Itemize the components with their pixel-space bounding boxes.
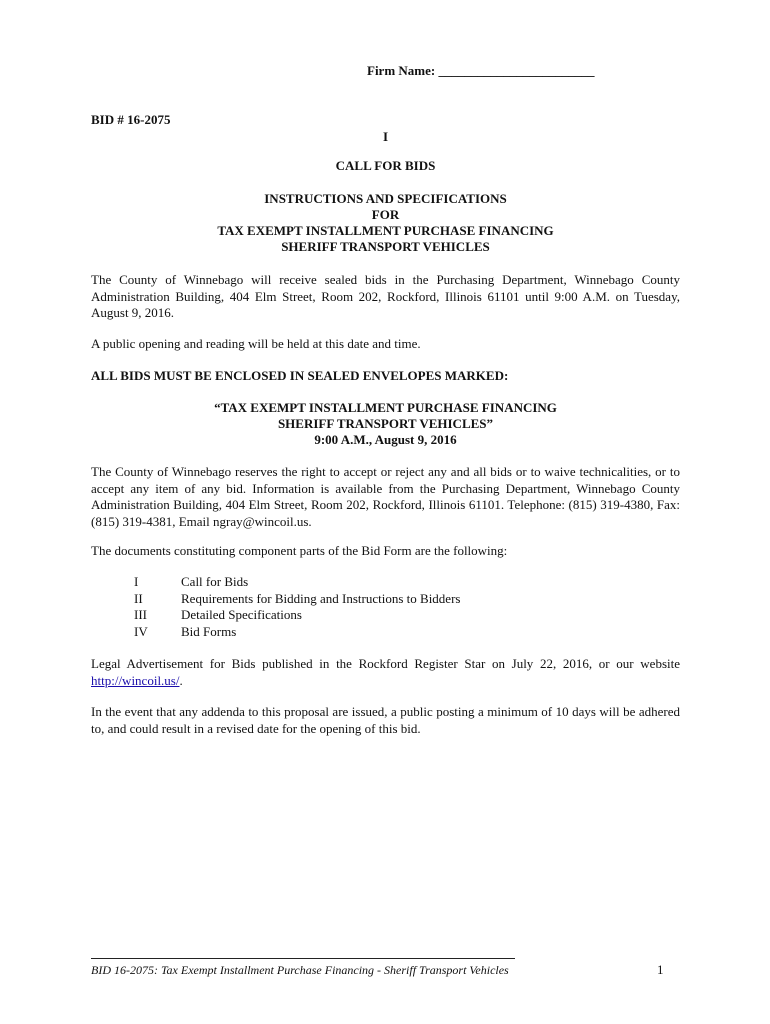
sealed-envelopes-heading: ALL BIDS MUST BE ENCLOSED IN SEALED ENVELOPES MARKED:	[91, 368, 509, 383]
envelope-marking-line: “TAX EXEMPT INSTALLMENT PURCHASE FINANCING	[214, 400, 557, 415]
list-item-label: Bid Forms	[181, 623, 237, 639]
intro-paragraph: The County of Winnebago will receive sealed bids in the Purchasing Department, Winnebago County Administration Building, 404 Elm Street, Room 202, Rockford, Illinois 61101 until 9:00 A.M. on Tuesday, August 9, 2016.	[91, 272, 680, 320]
page-number: 1	[657, 962, 664, 977]
bid-number: BID # 16-2075	[91, 112, 171, 127]
list-item	[134, 607, 460, 624]
list-item-label: Call for Bids	[181, 574, 249, 589]
list-item	[134, 624, 460, 641]
firm-name-line	[367, 63, 594, 80]
addenda-paragraph: In the event that any addenda to this proposal are issued, a public posting a minimum of 10 days will be adhered to, and could result in a revised date for the opening of this bid.	[91, 704, 680, 736]
legal-advertisement-text: Legal Advertisement for Bids published in the Rockford Register Star on July 22, 2016, or our website	[91, 656, 680, 671]
list-item-numeral: III	[134, 607, 147, 622]
website-link[interactable]: http://wincoil.us/	[91, 672, 180, 688]
list-item-numeral: II	[134, 590, 143, 606]
footer-text: BID 16-2075: Tax Exempt Installment Purchase Financing - Sheriff Transport Vehicles	[91, 963, 509, 977]
list-item	[134, 591, 460, 608]
list-item-label: Detailed Specifications	[181, 607, 302, 622]
section-numeral: I	[382, 129, 389, 144]
envelope-marking-date: 9:00 A.M., August 9, 2016	[314, 432, 457, 447]
legal-advertisement-period: .	[179, 672, 183, 688]
documents-intro: The documents constituting component parts of the Bid Form are the following:	[91, 543, 508, 558]
title-line: FOR	[371, 207, 400, 222]
reserves-paragraph: The County of Winnebago reserves the right to accept or reject any and all bids or to waive technicalities, or to accept any item of any bid. Information is available from the Purchasing Department, Winnebago County Administration Building, 404 Elm Street, Room 202, Rockford, Illinois 61101. Telephone: (815) 319-4380, Fax: (815) 319-4381, Email ngray@wincoil.us.	[91, 464, 680, 529]
title-line: INSTRUCTIONS AND SPECIFICATIONS	[264, 191, 507, 206]
firm-name-blank: ________________________	[438, 63, 595, 78]
title-line: TAX EXEMPT INSTALLMENT PURCHASE FINANCING	[217, 223, 554, 238]
title-line: SHERIFF TRANSPORT VEHICLES	[281, 239, 490, 254]
list-item-numeral: IV	[134, 623, 148, 639]
public-opening-paragraph: A public opening and reading will be held at this date and time.	[91, 336, 421, 351]
list-item-label: Requirements for Bidding and Instructions to Bidders	[181, 590, 461, 606]
legal-advertisement-paragraph	[91, 656, 680, 689]
envelope-marking-line: SHERIFF TRANSPORT VEHICLES”	[277, 416, 494, 431]
list-item-numeral: I	[134, 574, 139, 589]
firm-name-label: Firm Name:	[367, 63, 436, 78]
list-item	[134, 574, 460, 591]
documents-list	[134, 574, 460, 640]
footer-divider	[91, 958, 515, 959]
call-for-bids-heading: CALL FOR BIDS	[335, 158, 436, 173]
